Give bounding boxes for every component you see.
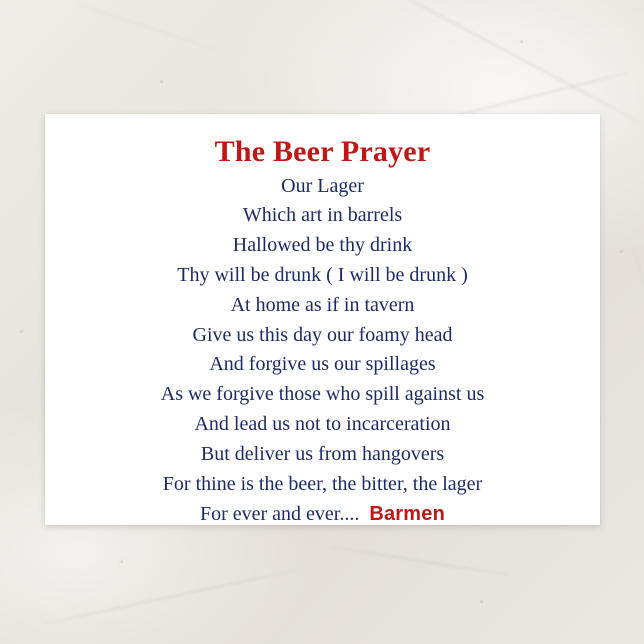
prayer-verse-list	[69, 172, 576, 500]
prayer-verse: But deliver us from hangovers	[200, 442, 445, 465]
marble-speck	[20, 330, 23, 333]
marble-vein	[73, 3, 216, 50]
closing-line: For ever and ever....	[199, 503, 360, 526]
postcard	[45, 114, 600, 525]
marble-vein	[377, 0, 643, 124]
amen-text: Barmen	[369, 503, 446, 526]
prayer-verse: Our Lager	[281, 174, 364, 197]
marble-speck	[120, 560, 123, 563]
prayer-verse: For thine is the beer, the bitter, the lager	[162, 472, 483, 495]
marble-speck	[520, 40, 523, 43]
page-title: The Beer Prayer	[214, 135, 431, 168]
marble-speck	[160, 80, 163, 83]
marble-speck	[480, 600, 483, 603]
prayer-verse: And lead us not to incarceration	[194, 412, 451, 435]
marble-vein	[43, 569, 298, 625]
prayer-verse: At home as if in tavern	[230, 293, 415, 316]
marble-speck	[620, 250, 623, 253]
prayer-verse: Give us this day our foamy head	[192, 323, 453, 346]
prayer-verse: Thy will be drunk ( I will be drunk )	[177, 263, 468, 286]
prayer-verse: Hallowed be thy drink	[232, 234, 413, 257]
closing-row	[69, 500, 576, 530]
prayer-verse: And forgive us our spillages	[209, 353, 436, 376]
prayer-verse: As we forgive those who spill against us	[160, 383, 485, 406]
marble-vein	[631, 243, 644, 357]
prayer-verse: Which art in barrels	[242, 204, 403, 227]
marble-vein	[331, 546, 509, 576]
